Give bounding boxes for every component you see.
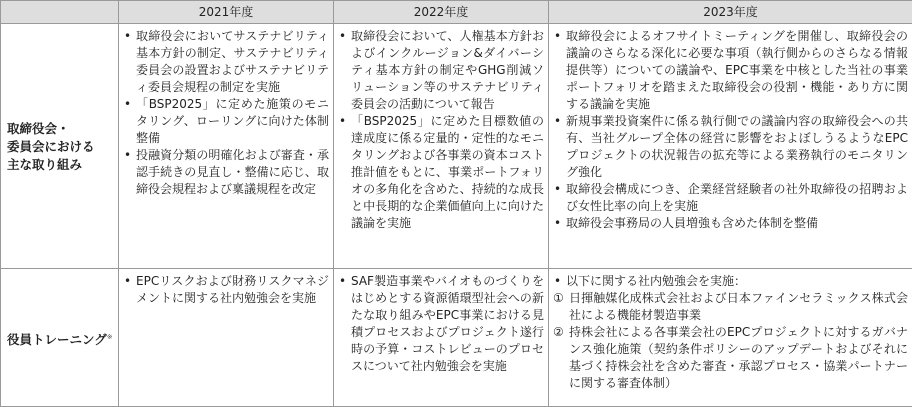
bullet-mark: • bbox=[124, 29, 132, 43]
header-2021: 2021年度 bbox=[119, 1, 334, 24]
list-item-text: 「BSP2025」に定めた目標数値の達成度に係る定量的・定性的なモニタリングおよび各事業の資本コスト推計値をもとに、事業ポートフォリオの多角化を含めた、持続的な成長と中長期的な企業価値向上に向けた議論を実施 bbox=[351, 114, 544, 230]
cell-board-2022 bbox=[334, 24, 549, 269]
numbered-list bbox=[553, 290, 908, 392]
header-2022: 2022年度 bbox=[334, 1, 549, 24]
bullet-mark: • bbox=[554, 216, 562, 230]
list-item-text: 取締役会によるオフサイトミーティングを開催し、取締役会の議論のさらなる深化に必要な事項（執行側からのさらなる情報提供等）についての議論や、EPC事業を中核とした当社の事業ポートフォリオを踏まえた取締役会の役割・機能・あり方に関する議論を実施 bbox=[566, 29, 908, 111]
list-item bbox=[123, 147, 329, 198]
list-item bbox=[553, 215, 908, 232]
list-item bbox=[338, 28, 544, 113]
bullet-mark: • bbox=[554, 273, 562, 288]
numbered-item bbox=[553, 324, 908, 392]
bullet-mark: • bbox=[339, 29, 347, 43]
list-item-text: 「BSP2025」に定めた施策のモニタリング、ローリングに向けた体制整備 bbox=[136, 97, 329, 145]
bullet-mark: • bbox=[554, 29, 562, 43]
list-item-text: 投融資分類の明確化および審査・承認手続きの見直し・整備に応じ、取締役会規程および稟議規程を改定 bbox=[136, 148, 329, 196]
header-2023: 2023年度 bbox=[549, 1, 912, 24]
list-item-text: 取締役会構成につき、企業経営経験者の社外取締役の招聘および女性比率の向上を実施 bbox=[566, 182, 908, 213]
list-item-text: 取締役会事務局の人員増強も含めた体制を整備 bbox=[566, 216, 819, 230]
bullet-mark: • bbox=[554, 182, 562, 196]
list-item-text: EPCリスクおよび財務リスクマネジメントに関する社内勉強会を実施 bbox=[136, 273, 329, 305]
board-activities-row bbox=[1, 24, 912, 269]
bullet-mark: • bbox=[339, 273, 347, 288]
list-item-text: 取締役会においてサステナビリティ基本方針の制定、サステナビリティ委員会の設置およびサステナビリティ委員会規程の制定を実施 bbox=[136, 29, 329, 94]
list-item-text: SAF製造事業やバイオものづくりをはじめとする資源循環型社会への新たな取り組みやEPC事業における見積プロセスおよびプロジェクト遂行時の予算・コストレビューのプロセスについて社内勉強会を実施 bbox=[351, 273, 544, 373]
cell-training-2023 bbox=[549, 268, 912, 406]
bullet-list bbox=[123, 28, 329, 198]
training-row bbox=[1, 268, 912, 406]
header-row bbox=[1, 1, 912, 24]
list-item-text: 新規事業投資案件に係る執行側での議論内容の取締役会への共有、当社グループ全体の経営に影響をおよぼしうるようなEPCプロジェクトの状況報告の拡充等による業務執行のモニタリング強化 bbox=[566, 114, 908, 179]
row-label-board: 取締役会・ 委員会における 主な取り組み bbox=[1, 24, 119, 269]
list-item-text: 取締役会において、人権基本方針およびインクルージョン&ダイバーシティ基本方針の制定やGHG削減ソリューション等のサステナビリティ委員会の活動について報告 bbox=[351, 29, 544, 111]
list-item bbox=[123, 273, 329, 307]
bullet-mark: • bbox=[124, 273, 132, 288]
footnote-mark: ※ bbox=[106, 332, 113, 341]
cell-board-2021 bbox=[119, 24, 334, 269]
cell-board-2023 bbox=[549, 24, 912, 269]
bullet-list bbox=[338, 28, 544, 232]
training-2023-intro: • 以下に関する社内勉強会を実施： bbox=[554, 273, 747, 288]
item-number: ② bbox=[553, 324, 564, 339]
bullet-mark: • bbox=[124, 97, 132, 111]
list-item bbox=[338, 273, 544, 375]
cell-training-2022 bbox=[334, 268, 549, 406]
list-item bbox=[338, 113, 544, 232]
cell-training-2021 bbox=[119, 268, 334, 406]
bullet-mark: • bbox=[554, 114, 562, 128]
item-number: ① bbox=[553, 290, 564, 305]
list-item bbox=[553, 28, 908, 113]
list-item bbox=[123, 96, 329, 147]
row-label-training: 役員トレーニング※ bbox=[1, 268, 119, 406]
list-item bbox=[123, 28, 329, 96]
numbered-item-text: 日揮触媒化成株式会社および日本ファインセラミックス株式会社による機能材製造事業 bbox=[569, 290, 908, 322]
list-item bbox=[553, 181, 908, 215]
numbered-item-text: 持株会社による各事業会社のEPCプロジェクトに対するガバナンス強化施策（契約条件ポリシーのアップデートおよびそれに基づく持株会社を含めた審査・承認プロセス・協業パートナーに関する審査体制） bbox=[569, 324, 908, 390]
bullet-mark: • bbox=[124, 148, 132, 162]
header-blank bbox=[1, 1, 119, 24]
numbered-item bbox=[553, 290, 908, 324]
bullet-list bbox=[338, 273, 544, 375]
bullet-list bbox=[123, 273, 329, 307]
bullet-list bbox=[553, 28, 908, 232]
bullet-mark: • bbox=[339, 114, 347, 128]
list-item bbox=[553, 113, 908, 181]
